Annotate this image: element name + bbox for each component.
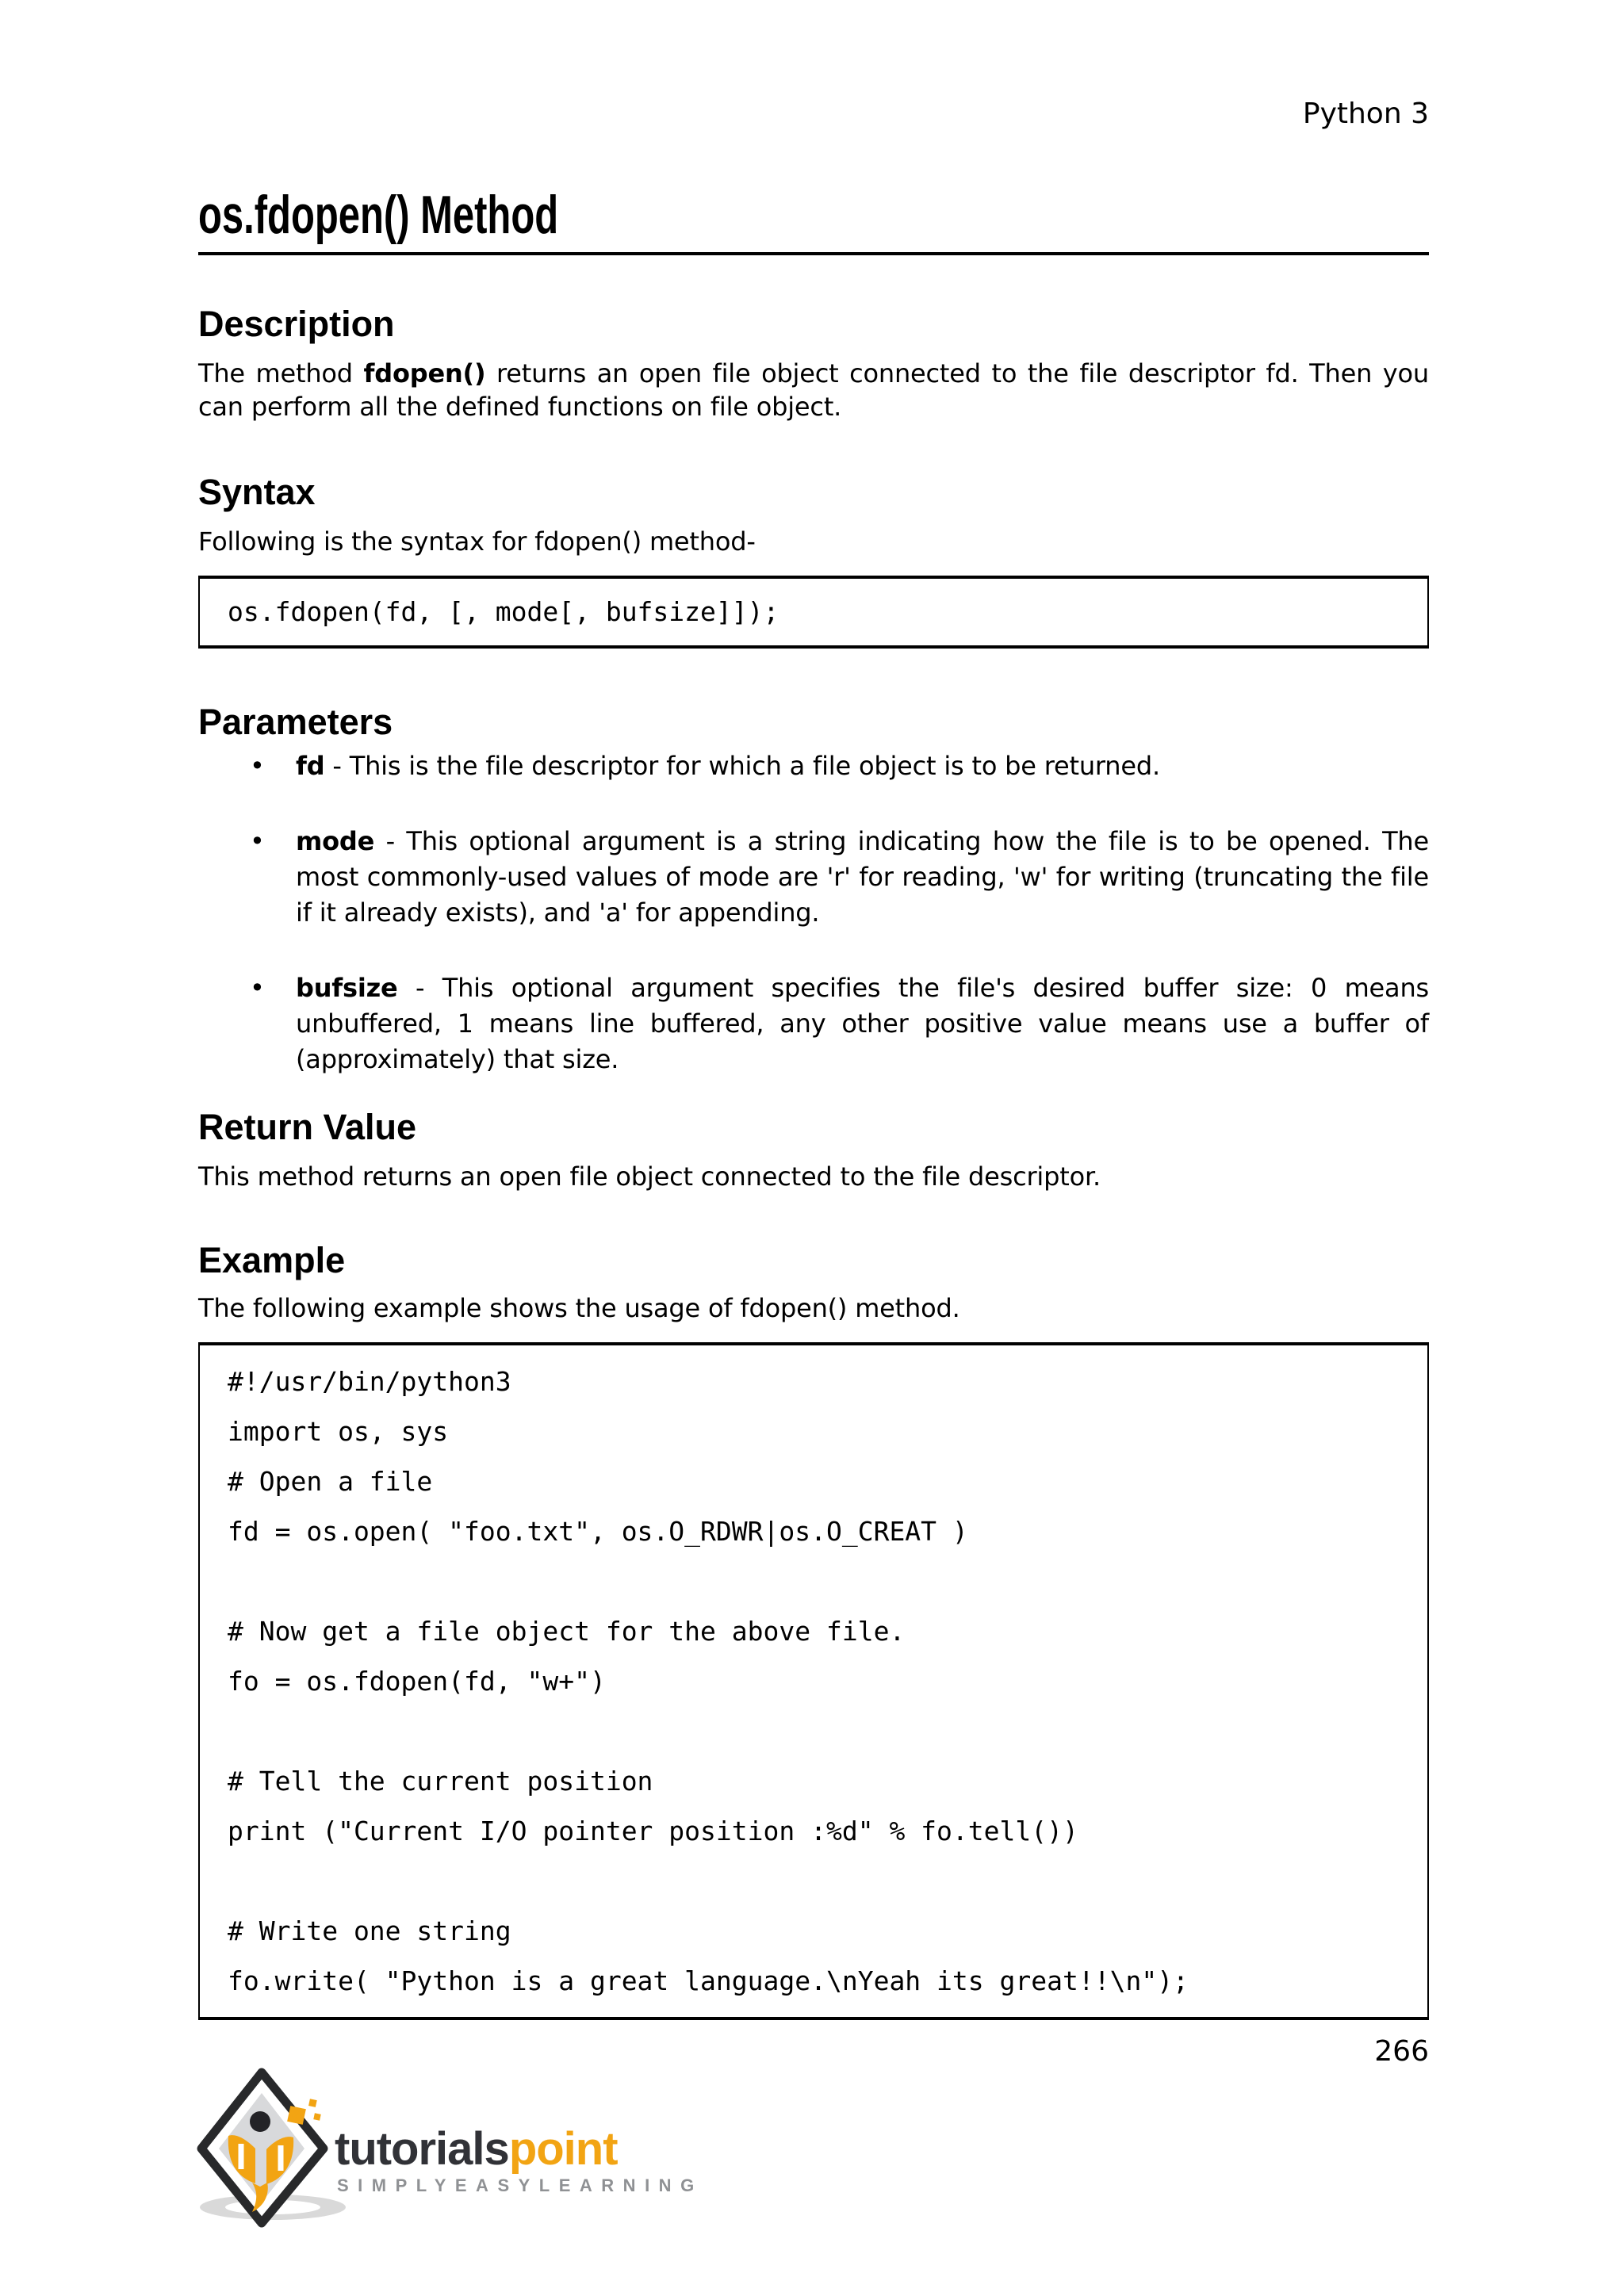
bullet-dot-icon: • [250, 826, 265, 856]
syntax-intro: Following is the syntax for fdopen() method- [198, 526, 756, 557]
header-doc-title: Python 3 [1302, 98, 1429, 130]
page-number: 266 [1374, 2035, 1429, 2068]
code-line: # Open a file [228, 1466, 433, 1497]
parameter-description: - This optional argument is a string indicating how the file is to be opened. The most commonly-used values of mode are 'r' for reading, 'w' for writing (truncating the file if it already exists), and 'a' for appending. [296, 826, 1429, 928]
section-heading-parameters: Parameters [198, 702, 393, 742]
description-text-suffix: returns an open file object connected to the file descriptor fd. Then you can perform all the defined functions on file object. [198, 358, 1429, 422]
description-text-prefix: The method [198, 358, 364, 388]
bullet-dot-icon: • [250, 751, 265, 781]
section-heading-return-value: Return Value [198, 1107, 417, 1147]
code-line: fo.write( "Python is a great language.\nYeah its great!!\n"); [228, 1965, 1189, 1996]
parameter-item-text [296, 970, 1429, 1077]
parameter-item-fd [250, 748, 1429, 784]
logo-tagline: SIMPLYEASYLEARNING [337, 2175, 703, 2195]
parameter-term: bufsize [296, 973, 398, 1003]
example-code-box [198, 1342, 1429, 2020]
parameter-item-mode [250, 824, 1429, 931]
logo-brand-dark: tutorials [335, 2123, 509, 2175]
description-text [198, 357, 1429, 423]
title-divider [198, 252, 1429, 255]
parameter-term: fd [296, 751, 325, 781]
parameter-description: - This is the file descriptor for which a file object is to be returned. [332, 751, 1160, 781]
syntax-code-line: os.fdopen(fd, [, mode[, bufsize]]); [228, 596, 779, 627]
tutorialspoint-logo [193, 2066, 1429, 2229]
logo-brand-accent: point [508, 2123, 618, 2175]
code-line-blank [228, 1856, 1411, 1906]
code-line-blank [228, 1706, 1411, 1756]
syntax-code-box [198, 576, 1429, 649]
parameter-term: mode [296, 826, 375, 856]
description-method-name: fdopen() [363, 358, 486, 388]
code-line: # Tell the current position [228, 1766, 653, 1797]
logo-brand-text [335, 2123, 618, 2175]
example-intro: The following example shows the usage of fdopen() method. [198, 1293, 960, 1323]
bullet-dot-icon: • [250, 973, 265, 1003]
code-line: # Now get a file object for the above file. [228, 1616, 906, 1647]
code-line: import os, sys [228, 1416, 449, 1447]
code-line: #!/usr/bin/python3 [228, 1366, 511, 1397]
parameter-list [250, 748, 1429, 1077]
parameter-description: - This optional argument specifies the file's desired buffer size: 0 means unbuffered, 1 means line buffered, any other positive value means use a buffer of (approximately) that size. [296, 973, 1429, 1074]
code-line: print ("Current I/O pointer position :%d" % fo.tell()) [228, 1816, 1078, 1846]
section-heading-example: Example [198, 1240, 346, 1280]
code-line: fo = os.fdopen(fd, "w+") [228, 1666, 606, 1697]
code-line: # Write one string [228, 1915, 511, 1946]
section-heading-syntax: Syntax [198, 472, 316, 512]
code-line: fd = os.open( "foo.txt", os.O_RDWR|os.O_CREAT ) [228, 1516, 968, 1547]
parameter-item-bufsize [250, 970, 1429, 1077]
logo-person-icon [250, 2111, 270, 2132]
code-line-blank [228, 1556, 1411, 1606]
section-heading-description: Description [198, 304, 395, 344]
return-value-text: This method returns an open file object connected to the file descriptor. [198, 1161, 1101, 1192]
parameter-item-text [296, 748, 1429, 784]
parameter-item-text [296, 824, 1429, 931]
logo-graphic [193, 2066, 717, 2229]
page-title: os.fdopen() Method [198, 185, 559, 245]
